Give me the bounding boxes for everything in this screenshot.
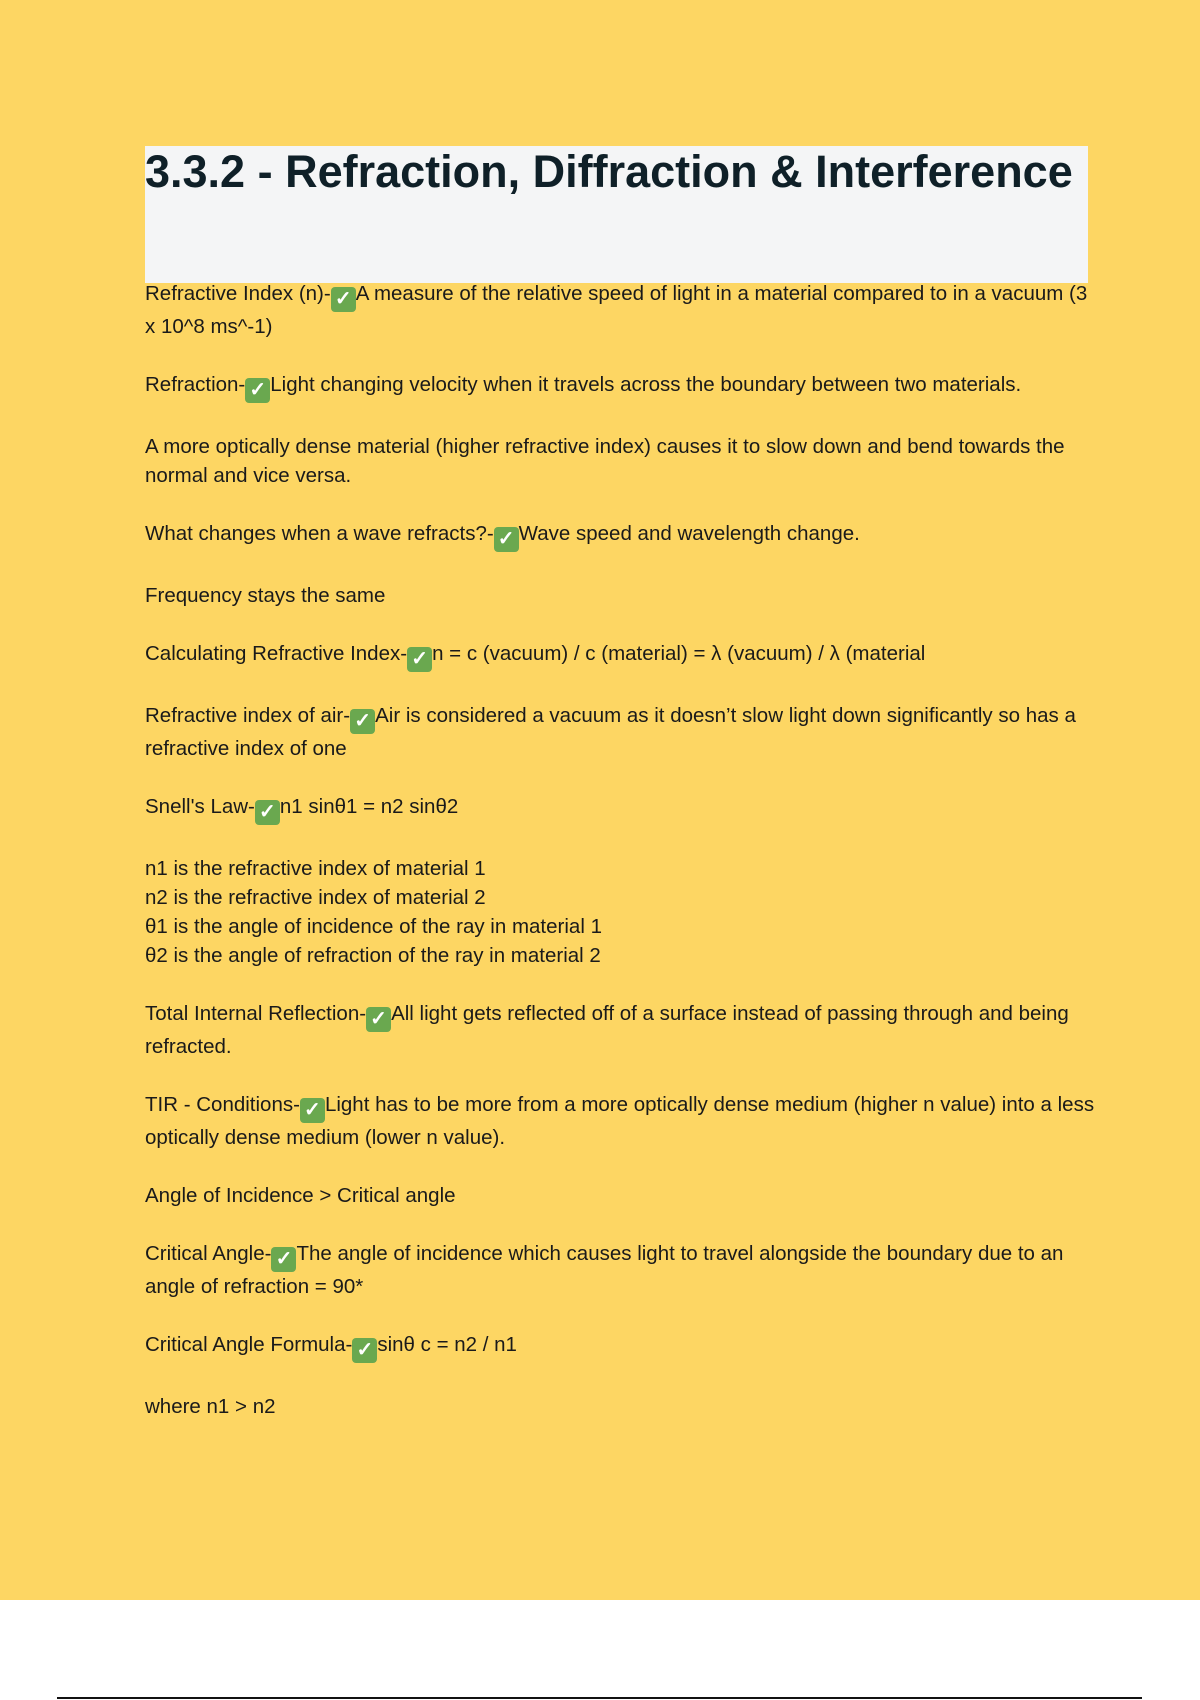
flashcard-term: Refraction- [145, 373, 246, 396]
footer-divider [57, 1697, 1142, 1699]
flashcard-entry [145, 1239, 1095, 1301]
checkmark-icon: ✓ [271, 1247, 296, 1272]
flashcard-term: Total Internal Reflection- [145, 1002, 367, 1025]
flashcard-definition: A more optically dense material (higher refractive index) causes it to slow down and bend towards the normal and vice versa. [145, 435, 1065, 487]
flashcard-term: Calculating Refractive Index- [145, 642, 408, 665]
checkmark-icon: ✓ [352, 1338, 377, 1363]
flashcard-entry [145, 1330, 1095, 1363]
flashcard-entry [145, 701, 1095, 763]
flashcard-definition: θ1 is the angle of incidence of the ray in material 1 [145, 915, 602, 938]
flashcard-definition: Angle of Incidence > Critical angle [145, 1184, 456, 1207]
flashcard-definition: Air is considered a vacuum as it doesn’t slow light down significantly so has a refractive index of one [145, 704, 1076, 760]
flashcard-definition: Wave speed and wavelength change. [518, 522, 860, 545]
page-title: 3.3.2 - Refraction, Diffraction & Interference [145, 146, 1073, 197]
flashcard-definition: A measure of the relative speed of light in a material compared to in a vacuum (3 x 10^8 ms^-1) [145, 282, 1088, 338]
flashcard-definition: n = c (vacuum) / c (material) = λ (vacuum) / λ (material [432, 642, 926, 665]
flashcard-term: Critical Angle Formula- [145, 1333, 353, 1356]
flashcard-definition: where n1 > n2 [145, 1395, 276, 1418]
flashcard-note [145, 854, 1095, 970]
flashcard-note [145, 581, 1095, 610]
flashcard-entry [145, 370, 1095, 403]
flashcard-entry [145, 279, 1095, 341]
flashcard-definition: Frequency stays the same [145, 584, 386, 607]
flashcard-definition: sinθ c = n2 / n1 [377, 1333, 517, 1356]
flashcard-term: Refractive Index (n)- [145, 282, 331, 305]
flashcard-definition: All light gets reflected off of a surface instead of passing through and being refracted. [145, 1002, 1069, 1058]
flashcard-definition: n2 is the refractive index of material 2 [145, 886, 486, 909]
flashcard-definition: The angle of incidence which causes light to travel alongside the boundary due to an angle of refraction = 90* [145, 1242, 1064, 1298]
flashcard-note [145, 432, 1095, 490]
flashcard-note [145, 1181, 1095, 1210]
checkmark-icon: ✓ [245, 378, 270, 403]
flashcard-definition: n1 sinθ1 = n2 sinθ2 [279, 795, 459, 818]
checkmark-icon: ✓ [407, 647, 432, 672]
flashcard-term: Snell's Law- [145, 795, 255, 818]
flashcard-entry [145, 519, 1095, 552]
checkmark-icon: ✓ [494, 527, 519, 552]
flashcard-term: TIR - Conditions- [145, 1093, 300, 1116]
flashcard-term: Critical Angle- [145, 1242, 272, 1265]
flashcard-definition: θ2 is the angle of refraction of the ray in material 2 [145, 944, 601, 967]
flashcard-note [145, 1392, 1095, 1421]
flashcard-entry [145, 792, 1095, 825]
flashcard-definition: Light changing velocity when it travels across the boundary between two materials. [270, 373, 1022, 396]
flashcard-term: What changes when a wave refracts?- [145, 522, 494, 545]
checkmark-icon: ✓ [366, 1007, 391, 1032]
checkmark-icon: ✓ [300, 1098, 325, 1123]
flashcard-entry [145, 999, 1095, 1061]
checkmark-icon: ✓ [331, 287, 356, 312]
flashcard-definition: n1 is the refractive index of material 1 [145, 857, 486, 880]
flashcard-term: Refractive index of air- [145, 704, 351, 727]
checkmark-icon: ✓ [255, 800, 280, 825]
checkmark-icon: ✓ [350, 709, 375, 734]
flashcard-entry [145, 1090, 1095, 1152]
flashcard-entry [145, 639, 1095, 672]
flashcard-definition: Light has to be more from a more optically dense medium (higher n value) into a less optically dense medium (lower n value). [145, 1093, 1095, 1149]
flashcard-list [145, 279, 1095, 1450]
